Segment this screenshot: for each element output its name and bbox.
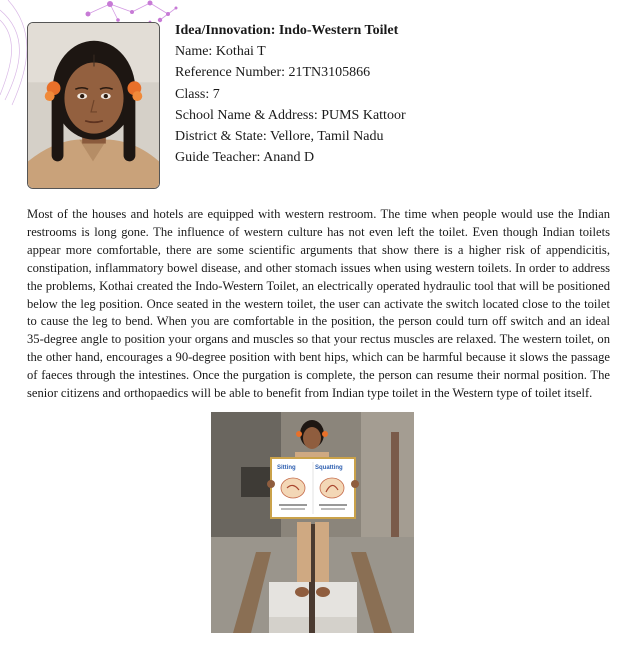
student-class: Class: 7 (175, 86, 220, 102)
innovation-description: Most of the houses and hotels are equipped with western restroom. The time when people would use the Indian restrooms is long gone. The influence of western culture has not even left the toilet. Even though Indian toilets appear more comfortable, there are some scientific arguments that show there is a higher risk of appendicitis, constipation, inflammatory bowel disease, and other stomach issues when using western toilets. In order to address the problems, Kothai created the Indo-Western Toilet, an electrically operated hydraulic tool that will be positioned below the leg position. Once seated in the western toilet, the user can activate the switch located close to the toilet to cause the leg to bend. When you are comfortable in the position, the person could turn off switch and an ideal 35-degree angle to position your organs and muscles so that your rectus muscles are relaxed. The western toilet, on the other hand, encourages a 90-degree position with bent hips, which can be harmful because it slows the passage of faeces through the intestines. Once the purgation is complete, the person can resume their normal position. The senior citizens and orthopaedics will be able to benefit from Indian type toilet in the Western type of toilet itself. (27, 207, 610, 401)
student-portrait (27, 22, 160, 189)
innovation-photo (211, 412, 414, 633)
guide-teacher: Guide Teacher: Anand D (175, 150, 315, 166)
reference-number: Reference Number: 21TN3105866 (175, 65, 371, 81)
innovation-title: Idea/Innovation: Indo-Western Toilet (175, 23, 399, 38)
school-name: School Name & Address: PUMS Kattoor (175, 107, 406, 123)
student-info (175, 20, 615, 168)
poster-left-heading: Sitting (277, 465, 296, 471)
student-name: Name: Kothai T (175, 44, 266, 60)
poster-right-heading: Squatting (315, 465, 343, 471)
district-state: District & State: Vellore, Tamil Nadu (175, 129, 384, 145)
